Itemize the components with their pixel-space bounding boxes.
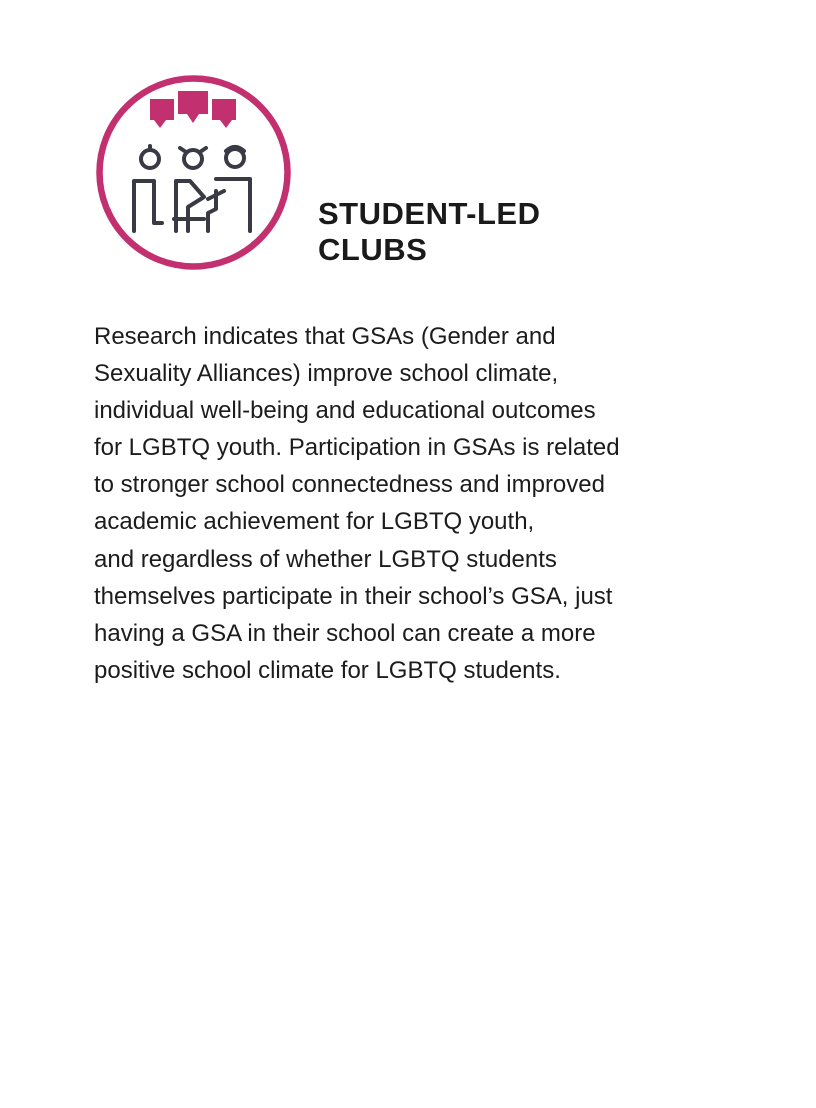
body-line: and regardless of whether LGBTQ students xyxy=(94,545,557,573)
student-group-speech-bubbles-icon xyxy=(94,73,293,272)
body-line: positive school climate for LGBTQ students. xyxy=(94,656,561,684)
body-line: individual well-being and educational outcomes xyxy=(94,397,596,425)
body-line: to stronger school connectedness and improved xyxy=(94,471,605,499)
body-line: for LGBTQ youth. Participation in GSAs is related xyxy=(94,434,620,462)
body-line: academic achievement for LGBTQ youth, xyxy=(94,508,535,536)
heading-line: CLUBS xyxy=(318,232,428,267)
heading-line: STUDENT-LED xyxy=(318,196,541,231)
body-line: Sexuality Alliances) improve school climate, xyxy=(94,360,559,388)
body-line: themselves participate in their school’s GSA, just xyxy=(94,582,613,610)
body-line: Research indicates that GSAs (Gender and xyxy=(94,323,556,350)
body-line: having a GSA in their school can create a more xyxy=(94,619,596,647)
body-paragraph xyxy=(94,318,714,689)
section-heading xyxy=(318,196,541,268)
